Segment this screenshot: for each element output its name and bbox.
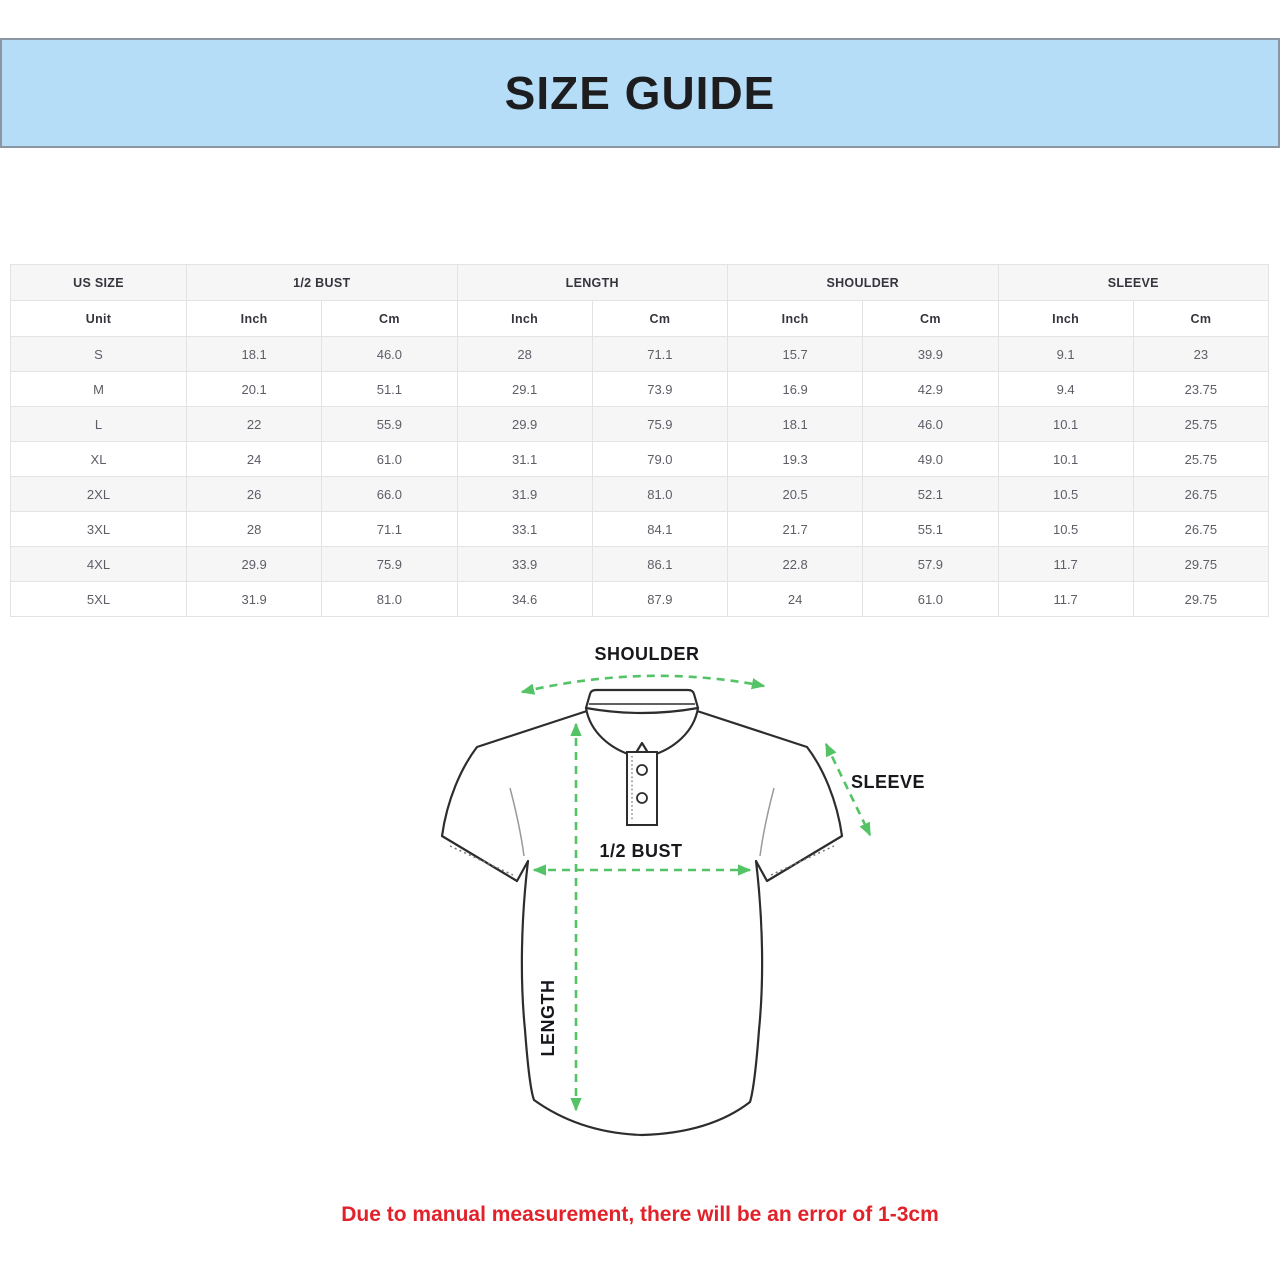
value-cell: 42.9: [863, 372, 998, 407]
value-cell: 33.9: [457, 547, 592, 582]
value-cell: 75.9: [592, 407, 727, 442]
value-cell: 10.5: [998, 512, 1133, 547]
value-cell: 24: [728, 582, 863, 617]
unit-header: Inch: [728, 301, 863, 337]
polo-shirt-diagram: [420, 630, 940, 1200]
value-cell: 26.75: [1133, 477, 1268, 512]
value-cell: 22: [187, 407, 322, 442]
size-chart-header: [11, 265, 1269, 337]
size-cell: 5XL: [11, 582, 187, 617]
unit-header: Cm: [1133, 301, 1268, 337]
value-cell: 75.9: [322, 547, 457, 582]
sleeve-label: SLEEVE: [850, 772, 926, 792]
value-cell: 84.1: [592, 512, 727, 547]
group-header: 1/2 BUST: [187, 265, 458, 301]
value-cell: 28: [457, 337, 592, 372]
value-cell: 61.0: [322, 442, 457, 477]
value-cell: 18.1: [187, 337, 322, 372]
value-cell: 9.1: [998, 337, 1133, 372]
size-cell: M: [11, 372, 187, 407]
unit-header: Inch: [457, 301, 592, 337]
value-cell: 79.0: [592, 442, 727, 477]
unit-header: Cm: [322, 301, 457, 337]
value-cell: 15.7: [728, 337, 863, 372]
table-row: [11, 442, 1269, 477]
button-bottom: [637, 793, 647, 803]
size-cell: S: [11, 337, 187, 372]
size-cell: XL: [11, 442, 187, 477]
size-guide-banner: [0, 38, 1280, 148]
unit-label: Unit: [11, 301, 187, 337]
value-cell: 71.1: [322, 512, 457, 547]
value-cell: 9.4: [998, 372, 1133, 407]
size-column-header: US SIZE: [11, 265, 187, 301]
value-cell: 57.9: [863, 547, 998, 582]
table-row: [11, 337, 1269, 372]
value-cell: 81.0: [592, 477, 727, 512]
bust-label: 1/2 BUST: [599, 841, 683, 861]
value-cell: 25.75: [1133, 407, 1268, 442]
value-cell: 81.0: [322, 582, 457, 617]
value-cell: 46.0: [863, 407, 998, 442]
table-row: [11, 512, 1269, 547]
shoulder-label: SHOULDER: [594, 644, 700, 664]
value-cell: 29.1: [457, 372, 592, 407]
value-cell: 21.7: [728, 512, 863, 547]
unit-header: Cm: [592, 301, 727, 337]
length-label: LENGTH: [538, 979, 558, 1057]
table-row: [11, 407, 1269, 442]
value-cell: 11.7: [998, 582, 1133, 617]
value-cell: 23: [1133, 337, 1268, 372]
value-cell: 29.75: [1133, 547, 1268, 582]
value-cell: 55.9: [322, 407, 457, 442]
value-cell: 71.1: [592, 337, 727, 372]
value-cell: 18.1: [728, 407, 863, 442]
value-cell: 29.75: [1133, 582, 1268, 617]
table-row: [11, 477, 1269, 512]
size-chart-table: [10, 264, 1269, 617]
value-cell: 26.75: [1133, 512, 1268, 547]
value-cell: 19.3: [728, 442, 863, 477]
size-cell: 4XL: [11, 547, 187, 582]
value-cell: 25.75: [1133, 442, 1268, 477]
value-cell: 46.0: [322, 337, 457, 372]
unit-header-row: [11, 301, 1269, 337]
table-row: [11, 582, 1269, 617]
value-cell: 34.6: [457, 582, 592, 617]
unit-header: Inch: [187, 301, 322, 337]
value-cell: 49.0: [863, 442, 998, 477]
value-cell: 61.0: [863, 582, 998, 617]
value-cell: 23.75: [1133, 372, 1268, 407]
value-cell: 29.9: [187, 547, 322, 582]
unit-header: Inch: [998, 301, 1133, 337]
value-cell: 66.0: [322, 477, 457, 512]
value-cell: 31.9: [457, 477, 592, 512]
value-cell: 55.1: [863, 512, 998, 547]
value-cell: 86.1: [592, 547, 727, 582]
value-cell: 31.9: [187, 582, 322, 617]
table-row: [11, 372, 1269, 407]
value-cell: 29.9: [457, 407, 592, 442]
measurement-diagram: [420, 630, 940, 1200]
table-row: [11, 547, 1269, 582]
group-header-row: [11, 265, 1269, 301]
value-cell: 20.5: [728, 477, 863, 512]
size-cell: L: [11, 407, 187, 442]
group-header: SLEEVE: [998, 265, 1269, 301]
value-cell: 22.8: [728, 547, 863, 582]
measurement-note: Due to manual measurement, there will be an error of 1-3cm: [341, 1203, 939, 1226]
value-cell: 10.1: [998, 407, 1133, 442]
size-chart-body: [11, 337, 1269, 617]
value-cell: 10.1: [998, 442, 1133, 477]
value-cell: 51.1: [322, 372, 457, 407]
value-cell: 10.5: [998, 477, 1133, 512]
unit-header: Cm: [863, 301, 998, 337]
size-cell: 3XL: [11, 512, 187, 547]
value-cell: 11.7: [998, 547, 1133, 582]
value-cell: 24: [187, 442, 322, 477]
size-cell: 2XL: [11, 477, 187, 512]
collar-band: [586, 690, 698, 713]
value-cell: 16.9: [728, 372, 863, 407]
group-header: SHOULDER: [728, 265, 999, 301]
value-cell: 26: [187, 477, 322, 512]
value-cell: 73.9: [592, 372, 727, 407]
page-title: SIZE GUIDE: [504, 67, 776, 119]
value-cell: 87.9: [592, 582, 727, 617]
value-cell: 31.1: [457, 442, 592, 477]
group-header: LENGTH: [457, 265, 728, 301]
value-cell: 28: [187, 512, 322, 547]
value-cell: 39.9: [863, 337, 998, 372]
value-cell: 20.1: [187, 372, 322, 407]
button-top: [637, 765, 647, 775]
value-cell: 52.1: [863, 477, 998, 512]
value-cell: 33.1: [457, 512, 592, 547]
